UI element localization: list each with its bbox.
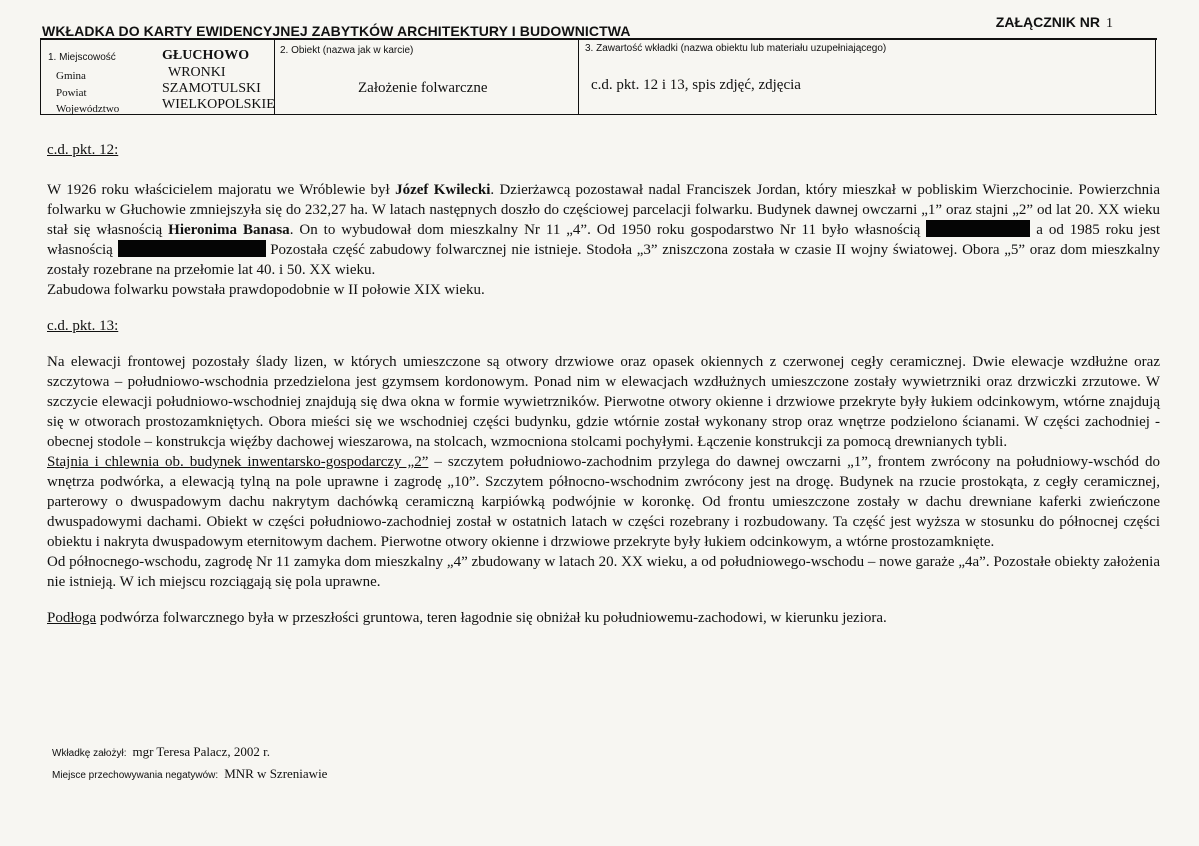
section12-paragraph-2: Zabudowa folwarku powstała prawdopodobnie w II połowie XIX wieku. — [47, 282, 485, 298]
underlined-subject: Podłoga — [47, 610, 97, 626]
annex-number: 1 — [1106, 16, 1113, 31]
text-run: W 1926 roku właścicielem majoratu we Wróblewie był — [47, 182, 396, 198]
annex-label — [996, 14, 1113, 32]
gmina-label: Gmina — [56, 70, 86, 82]
contents-value: c.d. pkt. 12 i 13, spis zdjęć, zdjęcia — [591, 77, 801, 93]
section13-paragraph-1: Na elewacji frontowej pozostały ślady lizen, w których umieszczone są otwory drzwiowe oraz opasek okiennych z czerwonej cegły ceramicznej. Dwie elewacje wzdłużne oraz szczytowa – południowo-wschodnia przedzielona jest gzymsem kordonowym. Ponad nim w elewacjach wzdłużnych umieszczone zostały wywietrzniki oraz drzwiczki zrzutowe. W szczycie elewacji południowo-wschodniej znajdują się dwa okna w formie wywietrzników. Pierwotne otwory okienne i drzwiowe przekryte były łukiem odcinkowym, wtórne znajdują się w otworach prostozamkniętych. Obora mieści się we wschodniej części budynku, gdzie wtórnie został wykonany strop oraz wnętrze podzielono ścianami. W części zachodniej - obecnej stodole – konstrukcja więźby dachowej wieszarowa, na stolcach, wzmocniona stolcami pochyłymi. Łączenie konstrukcji za pomocą drewnianych tybli. — [47, 354, 1160, 450]
wojewodztwo-label: Województwo — [56, 103, 120, 115]
text-run: podwórza folwarcznego była w przeszłości gruntowa, teren łagodnie się obniżał ku południowemu-zachodowi, w kierunku jeziora. — [96, 610, 887, 626]
table-divider-2 — [578, 40, 579, 114]
text-run: . On to wybudował dom mieszkalny Nr 11 „4”. Od 1950 roku gospodarstwo Nr 11 było własnością — [289, 222, 927, 238]
author-row — [52, 742, 327, 764]
redaction-box — [926, 220, 1030, 237]
section13-heading: c.d. pkt. 13: — [47, 318, 119, 334]
contents-label: 3. Zawartość wkładki (nazwa obiektu lub materiału uzupełniającego) — [585, 43, 887, 54]
redaction-box — [118, 240, 266, 257]
wojewodztwo-value: WIELKOPOLSKIE — [162, 97, 275, 112]
object-label: 2. Obiekt (nazwa jak w karcie) — [280, 45, 414, 56]
table-border-right — [1155, 40, 1156, 114]
section13-paragraph-4 — [47, 608, 1160, 628]
powiat-value: SZAMOTULSKI — [162, 81, 261, 96]
underlined-subject: Stajnia i chlewnia ob. budynek inwentarsko-gospodarczy „2” — [47, 454, 429, 470]
document-title: WKŁADKA DO KARTY EWIDENCYJNEJ ZABYTKÓW ARCHITEKTURY I BUDOWNICTWA — [42, 23, 631, 39]
footer — [52, 742, 327, 786]
document-body — [47, 140, 1160, 628]
section13-paragraph-2 — [47, 452, 1160, 552]
gmina-value: WRONKI — [168, 65, 226, 80]
miejscowosc-label: 1. Miejscowość — [48, 52, 116, 63]
text-run: a od 1985 roku jest własnością — [47, 222, 1161, 258]
table-border-left — [40, 40, 41, 114]
section12-heading: c.d. pkt. 12: — [47, 142, 119, 158]
author-label: Wkładkę założył: — [52, 748, 127, 759]
text-run: . Dzierżawcą pozostawał nadal Franciszek Jordan, który mieszkał w pobliskim Wierzchocinie. Powierzchnia folwarku w Głuchowie zmniejszyła się do 232,27 ha. W latach następnych doszło do częściowej parcelacji folwarku. Budynek dawnej owczarni „1” oraz stajni „2” od lat 20. XX wieku stał się własnością — [47, 182, 1160, 238]
miejscowosc-value: GŁUCHOWO — [162, 48, 250, 63]
person-name: Hieronima Banasa — [168, 222, 290, 238]
section12-paragraph-1 — [47, 180, 1160, 280]
negatives-value: MNR w Szreniawie — [224, 766, 328, 781]
person-name: Józef Kwilecki — [395, 182, 491, 198]
section13-paragraph-3: Od północnego-wschodu, zagrodę Nr 11 zamyka dom mieszkalny „4” zbudowany w latach 20. XX wieku, a od południowego-wschodu – nowe garaże „4a”. Pozostałe obiekty założenia nie istnieją. W ich miejscu rozciągają się pola uprawne. — [47, 554, 1160, 590]
author-value: mgr Teresa Palacz, 2002 r. — [132, 744, 270, 759]
text-run: Pozostała część zabudowy folwarcznej nie istnieje. Stodoła „3” zniszczona została w czasie II wojny światowej. Obora „5” oraz dom mieszkalny zostały rozebrane na przełomie lat 40. i 50. XX wieku. — [47, 242, 1160, 278]
powiat-label: Powiat — [56, 87, 87, 99]
object-value: Założenie folwarczne — [358, 80, 488, 96]
annex-label-text: ZAŁĄCZNIK NR — [995, 14, 1100, 30]
negatives-row — [52, 764, 327, 786]
header-table — [40, 40, 1157, 115]
text-run: – szczytem południowo-zachodnim przylega do dawnej owczarni „1”, frontem zwrócony na południowy-wschód do wnętrza podwórka, a elewacją tylną na pole uprawne i zagrodę „10”. Szczytem północno-wschodnim zwrócony jest na drogę. Budynek na rzucie prostokąta, z cegły ceramicznej, parterowy o dwuspadowym dachu nakrytym dachówką ceramiczną karpiówką podwójnie w koronkę. Od frontu umieszczone zostały w dachu drewniane kaferki zwieńczone dwuspadowymi dachami. Obiekt w części południowo-zachodniej został w ostatnich latach w części rozebrany i rozbudowany. Ta część jest wyższa w stosunku do północnej części obiektu i nakryta dwuspadowym eternitowym dachem. Pierwotne otwory okienne i drzwiowe przekryte były łukiem odcinkowym, a wtórne prostozamknięte. — [47, 454, 1160, 550]
negatives-label: Miejsce przechowywania negatywów: — [52, 770, 219, 781]
